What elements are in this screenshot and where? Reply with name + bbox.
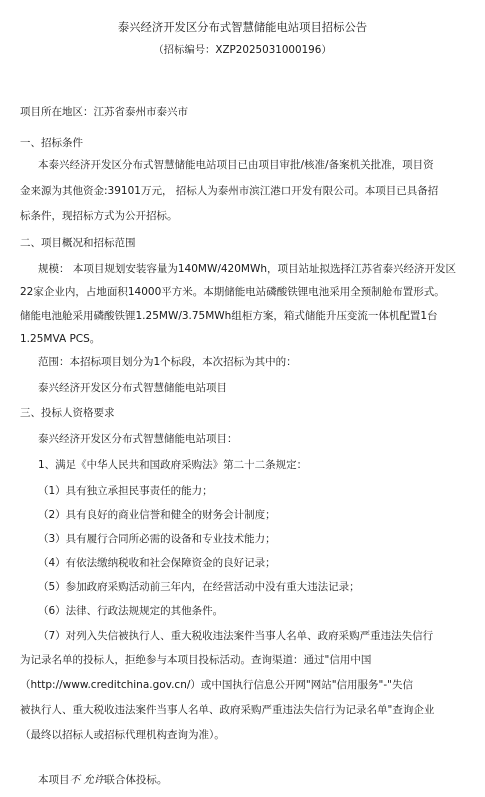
section-2-heading: 二、项目概况和招标范围 [20,237,136,249]
qualification-item-7-line: （http://www.creditchina.gov.cn/）或中国执行信息公开网"网站"信用服务"-"失信 [20,679,413,691]
qualification-item: （4）有依法缴纳税收和社会保障资金的良好记录； [38,557,276,569]
section-2-paragraph-line: 1.25MVA PCS。 [20,333,101,345]
section-3-heading: 三、投标人资格要求 [20,407,115,419]
tender-number: （招标编号：XZP2025031000196） [153,44,332,56]
section-2-lot: 泰兴经济开发区分布式智慧储能电站项目 [38,382,227,394]
section-2-scope: 范围：本招标项目划分为1个标段，本次招标为其中的： [38,356,297,368]
qualification-item: （6）法律、行政法规规定的其他条件。 [38,605,224,617]
section-1-heading: 一、招标条件 [20,137,83,149]
section-1-paragraph-line: 本泰兴经济开发区分布式智慧储能电站项目已由项目审批/核准/备案机关批准，项目资 [38,159,434,171]
qualification-item-7-line: 为记录名单的投标人，拒绝参与本项目投标活动。查询渠道：通过"信用中国 [20,654,372,666]
section-3-intro: 泰兴经济开发区分布式智慧储能电站项目： [38,433,238,445]
consortium-suffix: 联合体投标。 [104,774,168,786]
qualification-item: （1）具有独立承担民事责任的能力； [38,485,213,497]
project-location: 项目所在地区：江苏省泰州市泰兴市 [20,106,188,118]
consortium-statement [38,773,167,787]
section-1-paragraph-line: 金来源为其他资金:39101万元， 招标人为泰州市滨江港口开发有限公司。本项目已具备招 [20,185,439,197]
consortium-prefix: 本项目 [38,774,70,786]
section-2-paragraph-line: 储能电池舱采用磷酸铁锂1.25MW/3.75MWh组柜方案，箱式储能升压变流一体机配置1台 [20,310,438,322]
qualification-item-7-line: 被执行人、重大税收违法案件当事人名单、政府采购严重违法失信行为记录名单"查询企业 [20,704,435,716]
section-2-paragraph-line: 22家企业内，占地面积14000平方米。本期储能电站磷酸铁锂电池采用全预制舱布置形式。 [20,286,445,298]
qualification-item: （5）参加政府采购活动前三年内，在经营活动中没有重大违法记录； [38,581,360,593]
qualification-item: （2）具有良好的商业信誉和健全的财务会计制度； [38,509,276,521]
qualification-item: （3）具有履行合同所必需的设备和专业技术能力； [38,533,276,545]
qualification-item-7-line: （7）对列入失信被执行人、重大税收违法案件当事人名单、政府采购严重违法失信行 [38,630,434,642]
page-title: 泰兴经济开发区分布式智慧储能电站项目招标公告 [117,20,368,34]
section-3-item-1: 1、满足《中华人民共和国政府采购法》第二十二条规定： [38,459,308,471]
section-1-paragraph-line: 标条件，现招标方式为公开招标。 [20,210,178,222]
qualification-item-7-line: （最终以招标人或招标代理机构查询为准）。 [20,729,225,741]
section-2-paragraph-line: 规模： 本项目规划安装容量为140MW/420MWh，项目站址拟选择江苏省泰兴经济开发区 [38,263,456,275]
consortium-allowed-value: 不 允许 [69,774,105,786]
